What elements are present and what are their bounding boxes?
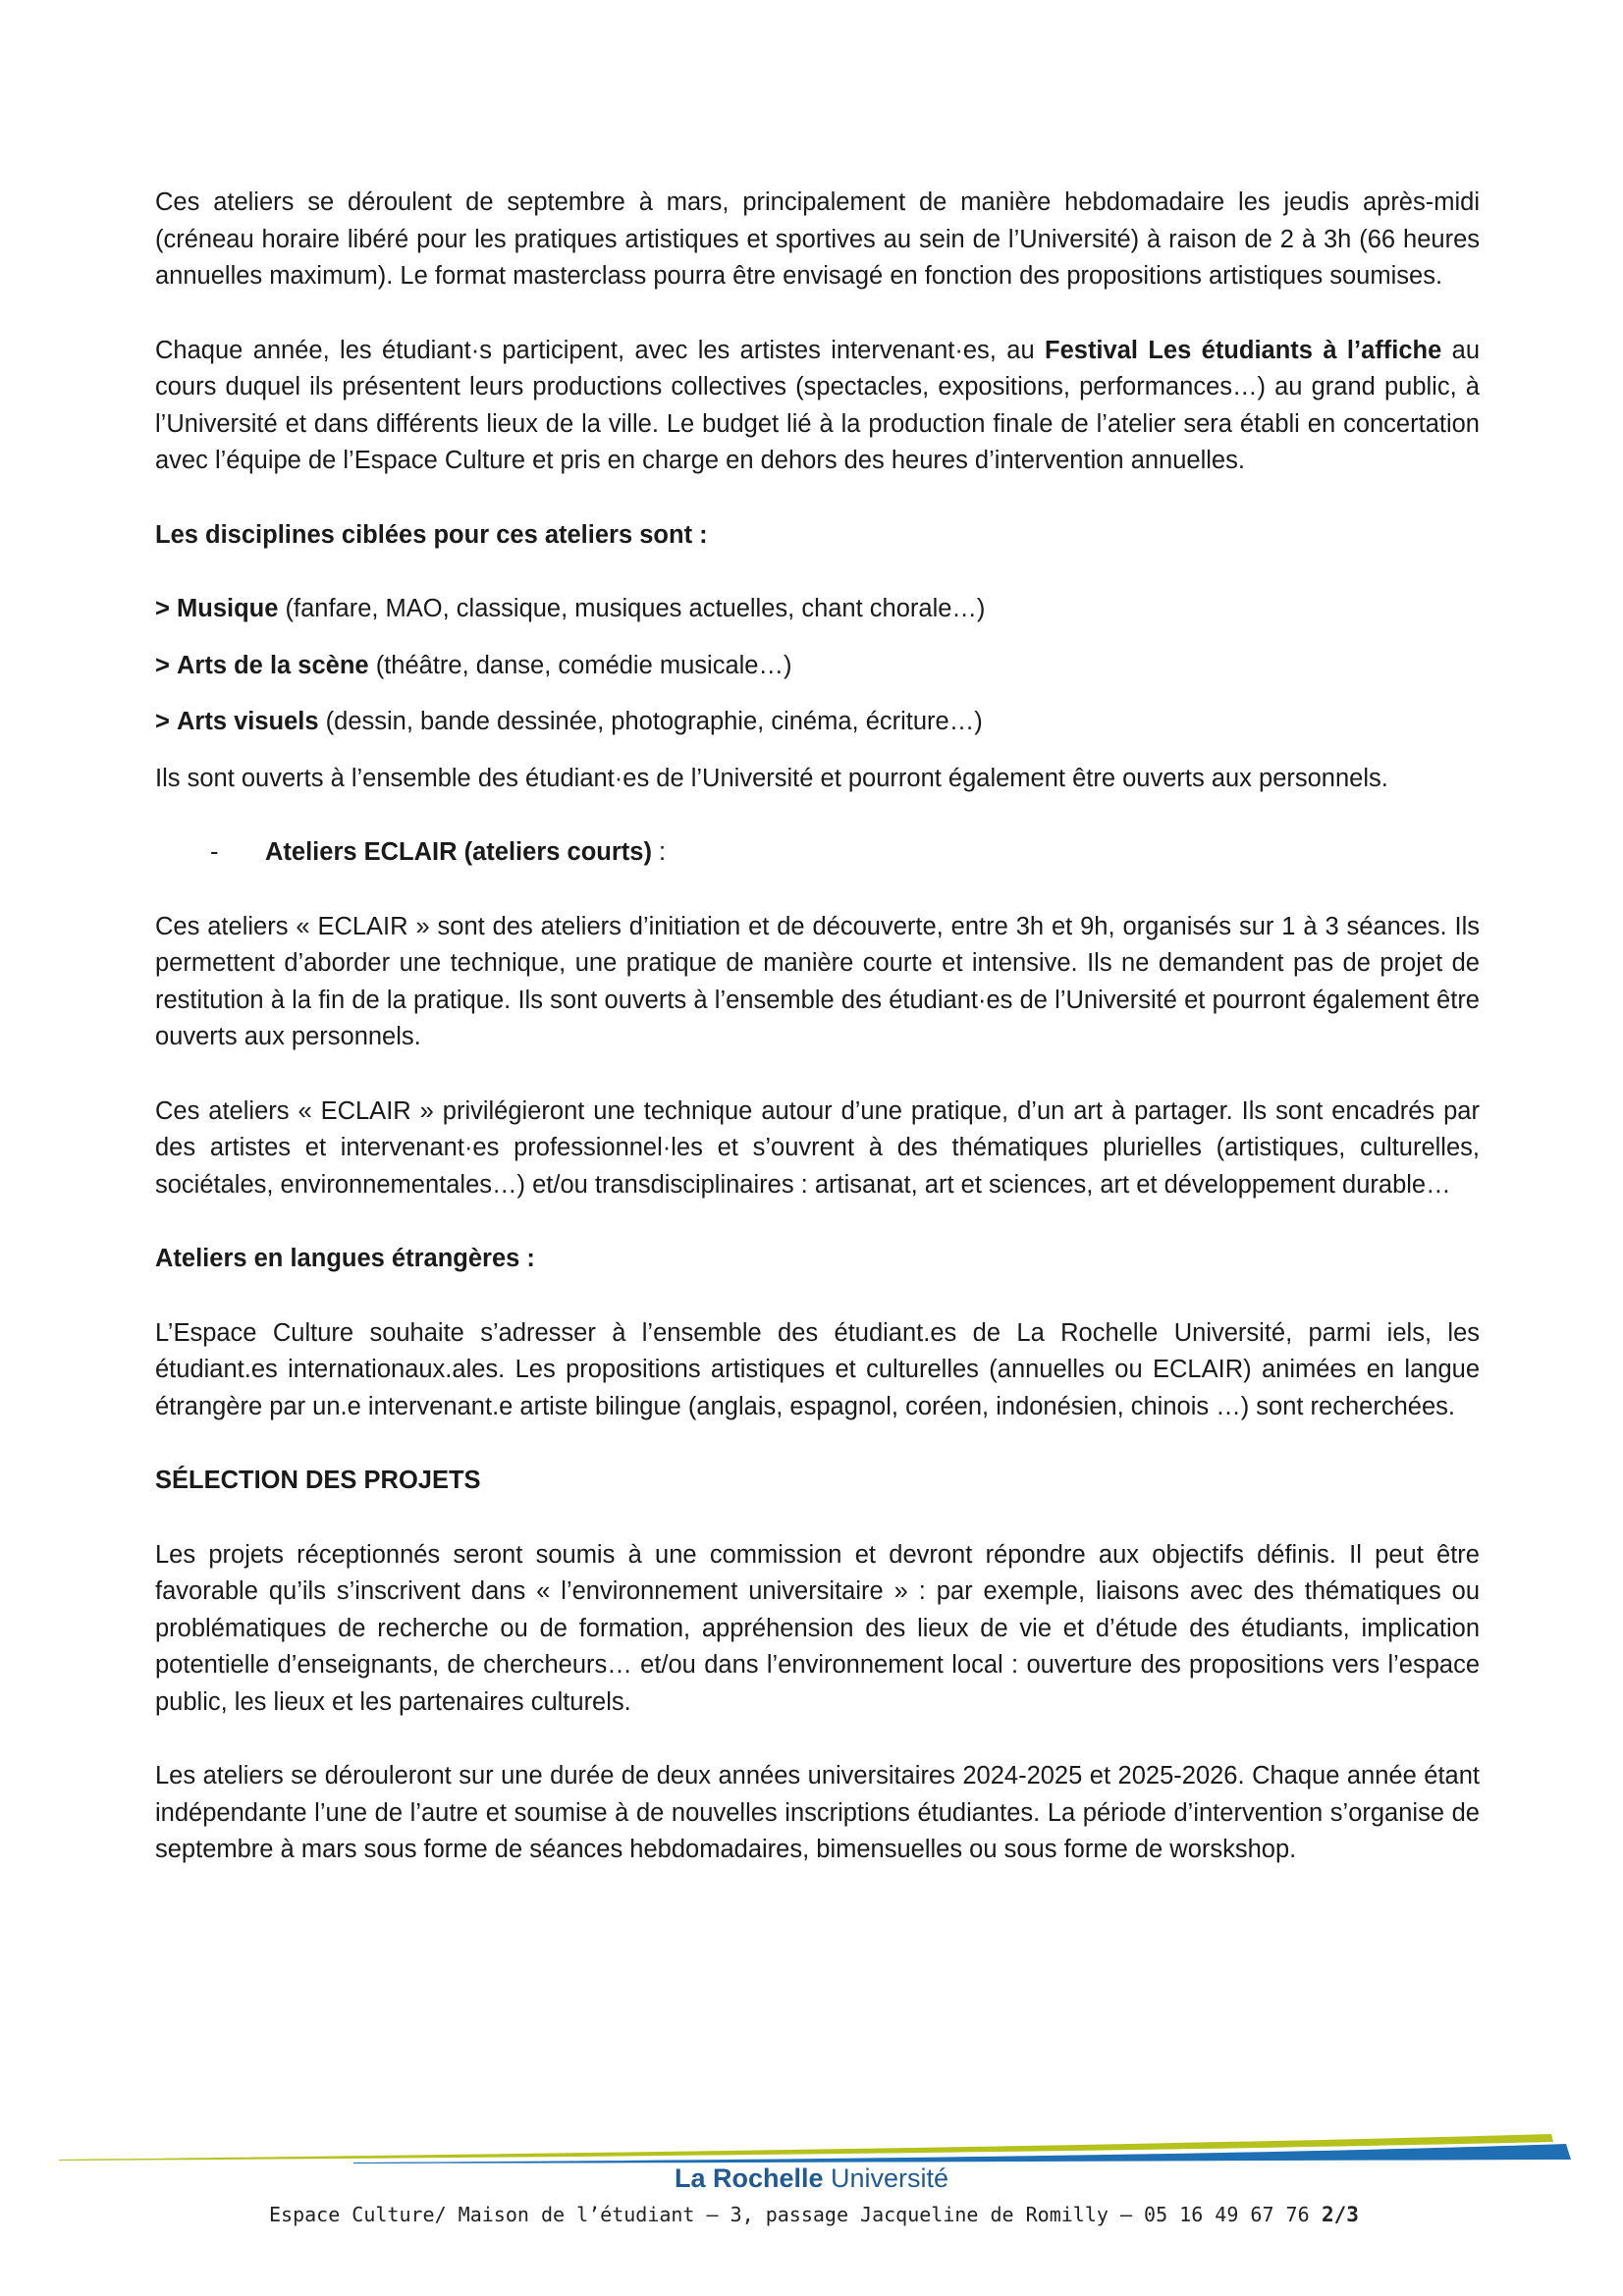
page-body — [155, 185, 1480, 1869]
festival-details: au cours duquel ils présentent leurs productions collectives (spectacles, expositions, performances…) au grand public, à l’Université et dans différents lieux de la ville. Le budget lié à la production finale de l’atelier sera établi en concertation avec l’équipe de l’Espace Culture et pris en charge en dehors des heures d’intervention annuelles. — [155, 336, 1480, 474]
discipline-item — [155, 591, 1480, 628]
discipline-arrow: > — [155, 708, 170, 735]
languages-heading: Ateliers en langues étrangères : — [155, 1245, 535, 1272]
eclair-subheading — [210, 834, 1480, 872]
discipline-detail: (théâtre, danse, comédie musicale…) — [368, 651, 792, 679]
discipline-name: Musique — [177, 595, 279, 622]
paragraph-schedule: Ces ateliers se déroulent de septembre à mars, principalement de manière hebdomadaire les jeudis après-midi (créneau horaire libéré pour les pratiques artistiques et sportives au sein de l’Université) à raison de 2 à 3h (66 heures annuelles maximum). Le format masterclass pourra être envisagé en fonction des propositions artistiques soumises. — [155, 188, 1480, 290]
discipline-arrow: > — [155, 595, 170, 622]
discipline-name: Arts de la scène — [177, 651, 369, 679]
selection-heading: SÉLECTION DES PROJETS — [155, 1467, 481, 1494]
university-brand — [0, 2163, 1623, 2194]
paragraph-festival — [155, 333, 1480, 480]
discipline-item — [155, 704, 1480, 741]
paragraph-duration: Les ateliers se dérouleront sur une durée de deux années universitaires 2024-2025 et 2025-2026. Chaque année étant indépendante l’une de l’autre et soumise à de nouvelles inscriptions étudiantes. La période d’intervention s’organise de septembre à mars sous forme de séances hebdomadaires, bimensuelles ou sous forme de worskshop. — [155, 1762, 1480, 1863]
paragraph-audience: Ils sont ouverts à l’ensemble des étudiant·es de l’Université et pourront également être ouverts aux personnels. — [155, 764, 1388, 792]
eclair-colon: : — [651, 838, 667, 866]
paragraph-selection: Les projets réceptionnés seront soumis à une commission et devront répondre aux objectifs définis. Il peut être favorable qu’ils s’inscrivent dans « l’environnement universitaire » : par exemple, liaisons avec des thématiques ou problématiques de recherche ou de formation, appréhension des lieux de vie et d’étude des étudiants, implication potentielle d’enseignants, de chercheurs… et/ou dans l’environnement local : ouverture des propositions vers l’espace public, les lieux et les partenaires culturels. — [155, 1540, 1480, 1716]
paragraph-languages: L’Espace Culture souhaite s’adresser à l’ensemble des étudiant.es de La Rochelle Université, parmi iels, les étudiant.es internationaux.ales. Les propositions artistiques et culturelles (annuelles ou ECLAIR) animées en langue étrangère par un.e intervenant.e artiste bilingue (anglais, espagnol, coréen, indonésien, chinois …) sont recherchées. — [155, 1318, 1480, 1420]
discipline-detail: (dessin, bande dessinée, photographie, cinéma, écriture…) — [318, 708, 983, 735]
discipline-arrow: > — [155, 651, 170, 679]
brand-name-bold: La Rochelle — [674, 2163, 824, 2193]
page-number: 2/3 — [1322, 2203, 1359, 2226]
university-swoosh-logo — [59, 2130, 1571, 2165]
festival-intro: Chaque année, les étudiant·s participent, avec les artistes intervenant·es, au — [155, 336, 1045, 364]
discipline-item — [155, 648, 1480, 685]
paragraph-eclair-technique: Ces ateliers « ECLAIR » privilégieront une technique autour d’une pratique, d’un art à partager. Ils sont encadrés par des artistes et intervenant·es professionnel·les et s’ouvrent à des thématiques plurielles (artistiques, culturelles, sociétales, environnementales…) et/ou transdisciplinaires : artisanat, art et sciences, art et développement durable… — [155, 1096, 1480, 1199]
page-footer — [0, 2130, 1623, 2296]
dash-bullet: - — [210, 838, 219, 866]
disciplines-heading: Les disciplines ciblées pour ces ateliers sont : — [155, 520, 708, 549]
brand-name-light: Université — [823, 2163, 949, 2193]
discipline-detail: (fanfare, MAO, classique, musiques actuelles, chant chorale…) — [278, 595, 986, 622]
eclair-title: Ateliers ECLAIR (ateliers courts) — [265, 838, 652, 866]
footer-address: Espace Culture/ Maison de l’étudiant – 3, passage Jacqueline de Romilly – 05 16 49 67 76 — [269, 2203, 1310, 2226]
festival-name: Festival Les étudiants à l’affiche — [1045, 336, 1442, 364]
discipline-name: Arts visuels — [177, 708, 319, 735]
paragraph-eclair-intro: Ces ateliers « ECLAIR » sont des ateliers d’initiation et de découverte, entre 3h et 9h, organisés sur 1 à 3 séances. Ils permettent d’aborder une technique, une pratique de manière courte et intensive. Ils ne demandent pas de projet de restitution à la fin de la pratique. Ils sont ouverts à l’ensemble des étudiant·es de l’Université et pourront également être ouverts aux personnels. — [155, 912, 1480, 1050]
